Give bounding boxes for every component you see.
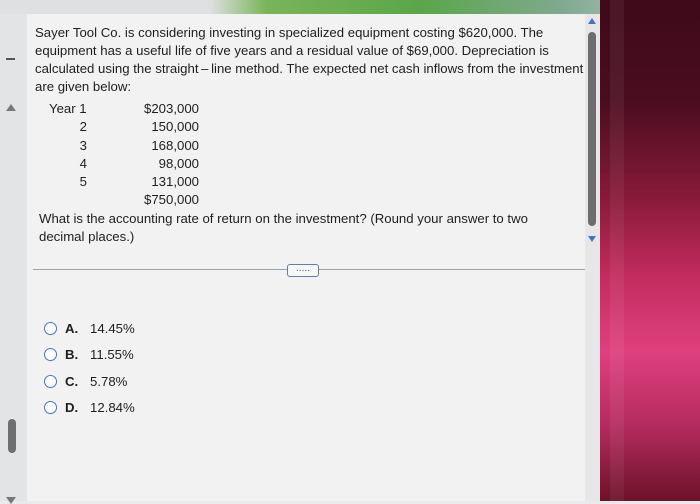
cash-inflow-total: $750,000 [143, 192, 199, 208]
choice-value: 14.45% [90, 320, 135, 336]
choice-c[interactable] [44, 368, 135, 395]
choice-letter: B. [65, 347, 79, 363]
answer-choices [44, 315, 135, 421]
choice-letter: A. [65, 320, 79, 336]
top-band [0, 0, 700, 14]
triangle-up-icon[interactable] [6, 104, 16, 111]
question-text [39, 210, 559, 246]
choice-value: 12.84% [90, 400, 135, 416]
triangle-up-icon[interactable] [588, 18, 596, 24]
question-panel [27, 14, 600, 501]
dash-icon [6, 58, 15, 60]
background-stripe [610, 0, 624, 501]
stem-line: equipment has a useful life of five years and a residual value of $69,000. Depreciation is [35, 43, 549, 58]
year-label: Year 1 [49, 101, 87, 116]
year-label: 3 [79, 137, 87, 153]
table-row-total [49, 191, 199, 209]
choice-d[interactable] [44, 395, 135, 422]
cash-inflow: $203,000 [143, 101, 199, 116]
question-line: What is the accounting rate of return on the investment? (Round your answer to two [39, 211, 528, 226]
cash-inflow: 98,000 [158, 155, 199, 171]
radio-empty-icon[interactable] [44, 322, 57, 335]
left-gutter [0, 14, 27, 501]
cash-inflow: 168,000 [151, 137, 199, 153]
stem-line: are given below: [35, 79, 132, 94]
vertical-scrollbar[interactable] [585, 14, 600, 501]
choice-letter: C. [65, 373, 79, 389]
radio-empty-icon[interactable] [44, 348, 57, 361]
cash-inflow: 131,000 [151, 174, 199, 190]
year-label: 5 [79, 174, 87, 190]
more-button[interactable]: ..... [287, 264, 319, 277]
triangle-down-icon[interactable] [588, 236, 596, 242]
question-stem [35, 24, 585, 96]
cash-inflow: 150,000 [151, 119, 199, 135]
question-line: decimal places.) [39, 229, 135, 244]
choice-a[interactable] [44, 315, 135, 342]
table-row [49, 155, 199, 173]
scroll-thumb[interactable] [588, 32, 596, 226]
choice-b[interactable] [44, 342, 135, 369]
table-row [49, 100, 199, 118]
year-label: 4 [79, 155, 87, 171]
stem-line: Sayer Tool Co. is considering investing in specialized equipment costing $620,000. The [35, 25, 544, 40]
radio-empty-icon[interactable] [44, 375, 57, 388]
radio-empty-icon[interactable] [44, 401, 57, 414]
table-row [49, 173, 199, 191]
table-row [49, 137, 199, 155]
cash-flow-table [49, 100, 199, 210]
choice-value: 5.78% [90, 373, 128, 389]
table-row [49, 118, 199, 136]
stem-line: calculated using the straight – line method. The expected net cash inflows from the investment [35, 61, 584, 76]
left-scroll-thumb[interactable] [8, 419, 16, 453]
choice-letter: D. [65, 400, 79, 416]
year-label: 2 [79, 119, 87, 135]
choice-value: 11.55% [90, 347, 134, 363]
